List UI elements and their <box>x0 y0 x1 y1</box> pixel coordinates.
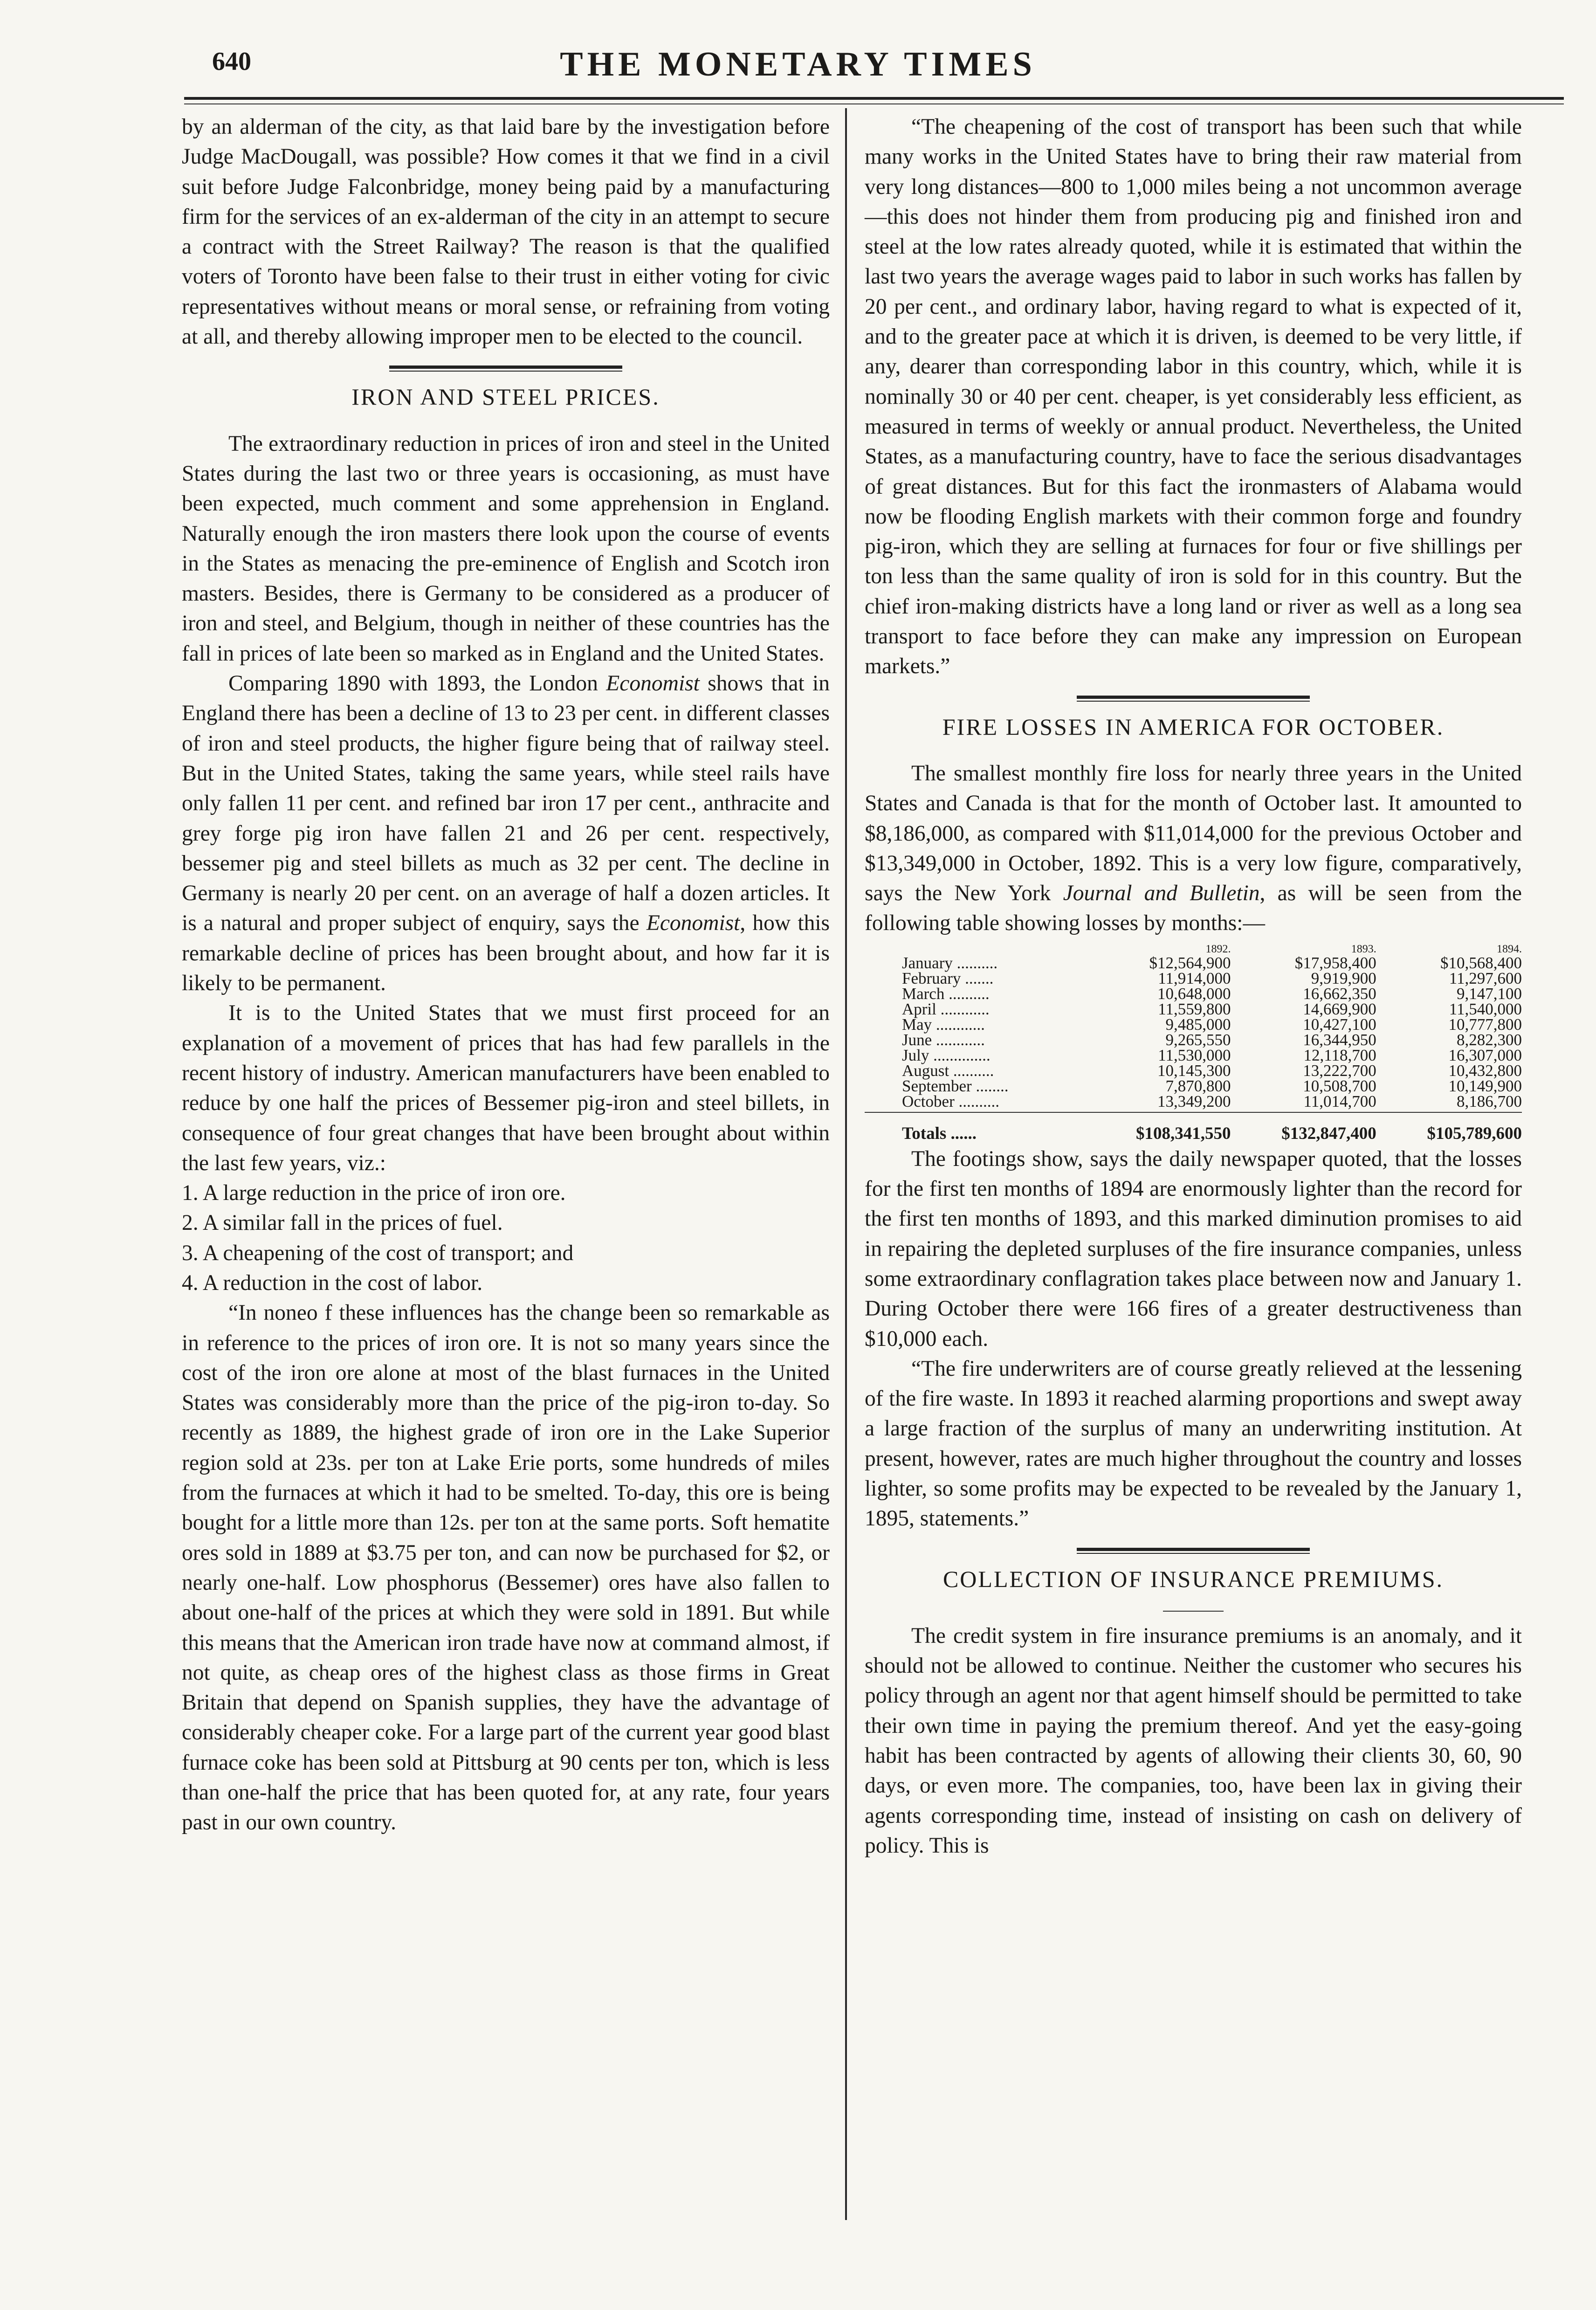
paragraph: The footings show, says the daily newspaper quoted, that the losses for the first ten months of 1894 are enormously lighter than the record for the first ten months of 1893, and this marked diminution promises to aid in repairing the depleted surpluses of the fire insurance companies, unless some extraordinary conflagration takes place between now and January 1. During October there were 166 fires of a greater destructiveness than $10,000 each. <box>865 1146 1522 1351</box>
heading-underline <box>1163 1611 1224 1612</box>
page-number: 640 <box>212 47 251 76</box>
section-rule <box>1077 696 1310 702</box>
table-cell-month: April ............ <box>902 1000 990 1018</box>
paragraph: “The cheapening of the cost of transport has been such that while many works in the United States have to bring their raw material from very long distances—800 to 1,000 miles being a not uncommon average—this does not hinder them from producing pig and finished iron and steel at the low rates already quoted, while it is estimated that within the last two years the average wages paid to labor in such works has fallen by 20 per cent., and ordinary labor, having regard to what is expected of it, and to the greater pace at which it is driven, is deemed to be very little, if any, dearer than corresponding labor in this country, which, while it is nominally 30 or 40 per cent. cheaper, is yet considerably less efficient, as measured in terms of weekly or annual product. Nevertheless, the United States, as a manufacturing country, have to face the serious disadvantages of great distances. But for this fact the ironmasters of Alabama would now be flooding English markets with their common forge and foundry pig-iron, which they are selling at furnaces for four or five shillings per ton less than the same quality of iron is sold for in this country. But the chief iron-making districts have a long land or river as well as a long sea transport to face before they can make any impression on European markets.” <box>865 115 1522 679</box>
table-cell-value: 11,914,000 <box>1158 969 1231 987</box>
table-cell-value: 10,432,800 <box>1448 1061 1522 1080</box>
table-cell-value: 10,145,300 <box>1157 1061 1231 1080</box>
section-rule <box>1077 1548 1310 1554</box>
totals-label: Totals ...... <box>902 1124 977 1143</box>
table-row <box>865 1094 1522 1109</box>
table-cell-value: $17,958,400 <box>1294 953 1376 972</box>
list-item: 4. A reduction in the cost of labor. <box>182 1270 483 1295</box>
table-row <box>865 986 1522 1001</box>
table-cell-month: June ............ <box>902 1030 985 1049</box>
table-row <box>865 1078 1522 1094</box>
table-cell-month: January .......... <box>902 953 998 972</box>
table-header-year: 1892. <box>1205 943 1231 955</box>
table-cell-value: 8,282,300 <box>1457 1030 1522 1049</box>
table-header-year: 1894. <box>1497 943 1522 955</box>
table-row <box>865 955 1522 971</box>
total-value: $108,341,550 <box>1135 1124 1231 1143</box>
table-row <box>865 1048 1522 1063</box>
table-cell-month: May ............ <box>902 1015 985 1034</box>
table-cell-month: September ........ <box>902 1076 1009 1095</box>
table-cell-value: 12,118,700 <box>1303 1046 1376 1064</box>
table-cell-value: 8,186,700 <box>1457 1092 1522 1110</box>
paragraph: “In noneo f these influences has the change been so remarkable as in reference to the prices of iron ore. It is not so many years since the cost of the iron ore alone at most of the blast furnaces in the United States was considerably more than the price of the pig-iron to-day. So recently as 1889, the highest grade of iron ore in the Lake Superior region sold at 23s. per ton at Lake Erie ports, some hundreds of miles from the furnaces at which it had to be smelted. To-day, this ore is being bought for a little more than 12s. per ton at the same ports. Soft hematite ores sold in 1889 at $3.75 per ton, and can now be purchased for $2, or nearly one-half. Low phosphorus (Bessemer) ores have also fallen to about one-half of the prices at which they were sold in 1891. But while this means that the American iron trade have now at command almost, if not quite, as cheap ores of the highest class as those firms in Great Britain that depend on Spanish supplies, they have the advantage of considerably cheaper coke. For a large part of the current year good blast furnace coke has been sold at Pittsburg at 90 cents per ton, which is less than one-half the price that has been quoted for, at any rate, four years past in our own country. <box>182 1301 830 1835</box>
article-heading-iron-steel: IRON AND STEEL PRICES. <box>351 384 660 410</box>
table-cell-month: October .......... <box>902 1092 999 1110</box>
table-cell-month: February ....... <box>902 969 994 987</box>
table-cell-value: 14,669,900 <box>1303 1000 1376 1018</box>
table-cell-value: 9,485,000 <box>1165 1015 1231 1034</box>
table-cell-value: 9,265,550 <box>1165 1030 1231 1049</box>
list-item: 2. A similar fall in the prices of fuel. <box>182 1211 503 1235</box>
table-cell-value: $12,564,900 <box>1149 953 1231 972</box>
total-value: $105,789,600 <box>1427 1124 1522 1143</box>
table-cell-value: $10,568,400 <box>1440 953 1522 972</box>
table-cell-value: 13,349,200 <box>1157 1092 1231 1110</box>
section-rule <box>389 365 622 372</box>
table-cell-value: 13,222,700 <box>1303 1061 1376 1080</box>
table-cell-value: 11,540,000 <box>1449 1000 1522 1018</box>
article-heading-insurance-premiums: COLLECTION OF INSURANCE PREMIUMS. <box>942 1565 1444 1592</box>
table-row <box>865 1032 1522 1048</box>
article-heading-fire-losses: FIRE LOSSES IN AMERICA FOR OCTOBER. <box>942 713 1445 740</box>
table-cell-value: 11,559,800 <box>1158 1000 1231 1018</box>
masthead-rule <box>184 97 1564 100</box>
fire-losses-table <box>865 943 1522 1141</box>
masthead-rule-thin <box>184 103 1564 104</box>
table-cell-value: 10,149,900 <box>1448 1076 1522 1095</box>
table-cell-value: 11,014,700 <box>1303 1092 1376 1110</box>
table-cell-value: 10,648,000 <box>1157 984 1231 1003</box>
table-row <box>865 1001 1522 1017</box>
table-cell-value: 10,427,100 <box>1303 1015 1376 1034</box>
list-item: 1. A large reduction in the price of iron ore. <box>182 1181 566 1206</box>
list-item: 3. A cheapening of the cost of transport; and <box>182 1241 574 1265</box>
table-cell-value: 9,919,900 <box>1311 969 1376 987</box>
table-cell-month: July .............. <box>902 1046 991 1064</box>
paragraph: The credit system in fire insurance premiums is an anomaly, and it should not be allowed to continue. Neither the customer who secures his policy through an agent nor that agent himself should be permitted to take their own time in paying the premium thereof. And yet the easy-going habit has been contracted by agents of allowing their clients 30, 60, 90 days, or even more. The companies, too, have been lax in giving their agents corresponding time, instead of insisting on cash on delivery of policy. This is <box>865 1623 1522 1858</box>
table-cell-value: 11,297,600 <box>1449 969 1522 987</box>
table-cell-value: 11,530,000 <box>1158 1046 1231 1064</box>
masthead-title: THE MONETARY TIMES <box>560 45 1036 83</box>
table-cell-value: 16,344,950 <box>1303 1030 1376 1049</box>
right-column <box>865 112 1522 1861</box>
table-cell-value: 7,870,800 <box>1165 1076 1231 1095</box>
total-value: $132,847,400 <box>1281 1124 1376 1143</box>
table-cell-value: 10,508,700 <box>1303 1076 1376 1095</box>
table-cell-value: 16,662,350 <box>1303 984 1376 1003</box>
table-row <box>865 971 1522 986</box>
left-column <box>182 112 830 1838</box>
column-divider <box>845 108 847 2220</box>
paragraph: The smallest monthly fire loss for nearly three years in the United States and Canada is that for the month of October last. It amounted to $8,186,000, as compared with $11,014,000 for the previous October and $13,349,000 in October, 1892. This is a very low figure, comparatively, says the New York Journal and Bulletin, as will be seen from the following table showing losses by months:— <box>865 761 1522 936</box>
table-cell-month: March .......... <box>902 984 990 1003</box>
table-row <box>865 1017 1522 1032</box>
paragraph: “The fire underwriters are of course greatly relieved at the lessening of the fire waste. In 1893 it reached alarming proportions and swept away a large fraction of the surplus of many an underwriting institution. At present, however, rates are much higher throughout the country and losses lighter, so some profits may be expected to be revealed by the January 1, 1895, statements.” <box>865 1356 1522 1531</box>
table-cell-value: 9,147,100 <box>1457 984 1522 1003</box>
table-totals-row <box>865 1112 1522 1141</box>
paragraph: Comparing 1890 with 1893, the London Economist shows that in England there has been a decline of 13 to 23 per cent. in different classes of iron and steel products, the higher figure being that of railway steel. But in the United States, taking the same years, while steel rails have only fallen 11 per cent. and refined bar iron 17 per cent., anthracite and grey forge pig iron have fallen 21 and 26 per cent. respectively, bessemer pig and steel billets as much as 32 per cent. The decline in Germany is nearly 20 per cent. on an average of half a dozen articles. It is a natural and proper subject of enquiry, says the Economist, how this remarkable decline of prices has been brought about, and how far it is likely to be permanent. <box>182 671 830 996</box>
table-cell-value: 16,307,000 <box>1448 1046 1522 1064</box>
table-header-year: 1893. <box>1351 943 1376 955</box>
paragraph: It is to the United States that we must first proceed for an explanation of a movement of prices that has had few parallels in the recent history of industry. American manufacturers have been enabled to reduce by one half the prices of Bessemer pig-iron and steel billets, in consequence of four great changes that have been brought about within the last few years, viz.: <box>182 1001 830 1175</box>
paragraph: The extraordinary reduction in prices of iron and steel in the United States during the last two or three years is occasioning, as must have been expected, much comment and some apprehension in England. Naturally enough the iron masters there look upon the course of events in the States as menacing the pre-eminence of English and Scotch iron masters. Besides, there is Germany to be considered as a producer of iron and steel, and Belgium, though in neither of these countries has the fall in prices of late been so marked as in England and the United States. <box>182 431 830 666</box>
table-cell-month: August .......... <box>902 1061 994 1080</box>
table-row <box>865 1063 1522 1078</box>
table-cell-value: 10,777,800 <box>1448 1015 1522 1034</box>
paragraph: by an alderman of the city, as that laid bare by the investigation before Judge MacDougall, was possible? How comes it that we find in a civil suit before Judge Falconbridge, money being paid by a manufacturing firm for the services of an ex-alderman of the city in an attempt to secure a contract with the Street Railway? The reason is that the qualified voters of Toronto have been false to their trust in either voting for civic representatives without means or moral sense, or refraining from voting at all, and thereby allowing improper men to be elected to the council. <box>182 115 830 349</box>
